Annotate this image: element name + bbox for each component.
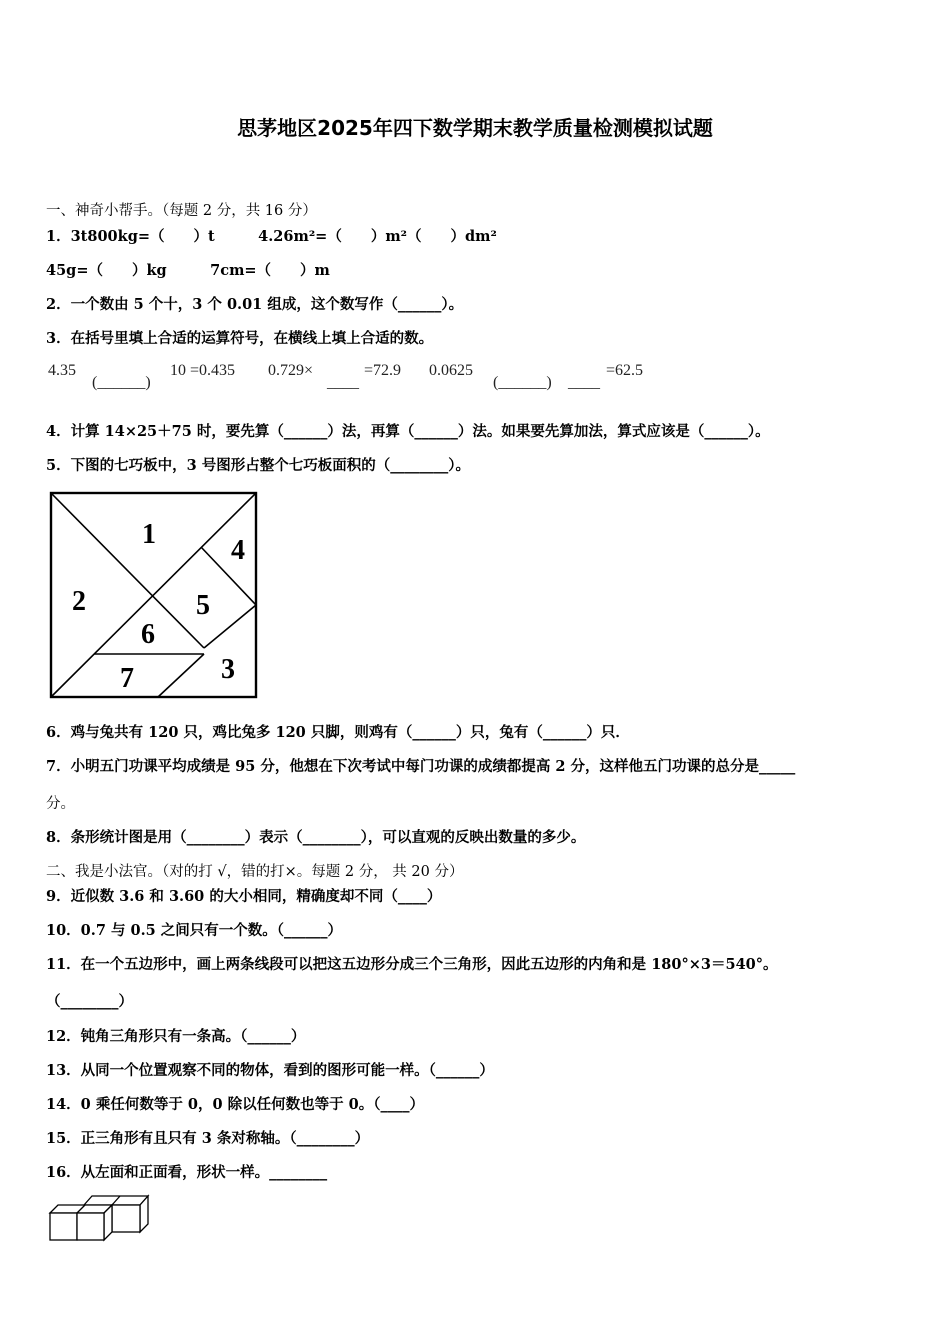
tangram-figure xyxy=(46,488,262,702)
question-16: 16．从左面和正面看，形状一样。________ xyxy=(46,1164,328,1181)
q3-expr-c: 10 =0.435 xyxy=(170,362,236,379)
question-7-line-1: 7．小明五门功课平均成绩是 95 分，他想在下次考试中每门功课的成绩都提高 2 分，这样他五门功课的总分是_____ xyxy=(46,758,796,775)
tangram-edge-5-3 xyxy=(204,605,256,648)
question-11-line-2: （________） xyxy=(46,993,133,1010)
tangram-edge-7-3 xyxy=(158,654,204,697)
q3-expr-i: ____ xyxy=(568,374,600,391)
question-5: 5．下图的七巧板中，3 号图形占整个七巧板面积的（________）。 xyxy=(46,457,470,474)
question-7-line-2: 分。 xyxy=(46,796,75,812)
question-13: 13．从同一个位置观察不同的物体，看到的图形可能一样。（______） xyxy=(46,1062,494,1079)
question-6: 6．鸡与兔共有 120 只，鸡比兔多 120 只脚，则鸡有（______）只，兔有（______）只． xyxy=(46,724,630,741)
tangram-label-4: 4 xyxy=(231,535,245,566)
question-15: 15．正三角形有且只有 3 条对称轴。（________） xyxy=(46,1130,370,1147)
question-10: 10．0.7 与 0.5 之间只有一个数。（______） xyxy=(46,922,343,939)
question-2: 2．一个数由 5 个十，3 个 0.01 组成，这个数写作（______）。 xyxy=(46,296,464,313)
q3-expr-b: (______) xyxy=(92,374,151,391)
section-1-header: 一、神奇小帮手。（每题 2 分，共 16 分） xyxy=(46,203,317,219)
tangram-label-5: 5 xyxy=(196,590,210,621)
cube-front-right xyxy=(112,1205,140,1232)
tangram-diagonal xyxy=(51,493,204,648)
q3-expr-d: 0.729× xyxy=(268,362,314,379)
cube-front-middle xyxy=(77,1213,104,1240)
q3-expr-f: =72.9 xyxy=(364,362,402,379)
cubes-figure xyxy=(46,1192,156,1244)
tangram-label-3: 3 xyxy=(221,654,235,685)
page-title: 思茅地区2025年四下数学期末教学质量检测模拟试题 xyxy=(237,116,713,140)
question-11-line-1: 11．在一个五边形中，画上两条线段可以把这五边形分成三个三角形，因此五边形的内角和是 180°×3＝540°。 xyxy=(46,956,778,973)
tangram-label-6: 6 xyxy=(141,619,155,650)
question-1-line-2: 45g=（ ）kg 7cm=（ ）m xyxy=(46,262,330,279)
q3-expr-j: =62.5 xyxy=(606,362,644,379)
section-2-header: 二、我是小法官。（对的打 √，错的打×。每题 2 分， 共 20 分） xyxy=(46,864,464,880)
q3-expr-g: 0.0625 xyxy=(429,362,473,379)
tangram-label-1: 1 xyxy=(142,519,156,550)
question-12: 12．钝角三角形只有一条高。（______） xyxy=(46,1028,306,1045)
tangram-label-2: 2 xyxy=(72,586,86,617)
q3-expr-h: (______) xyxy=(493,374,552,391)
question-1-line-1: 1．3t800kg=（ ）t 4.26m²=（ ）m²（ ）dm² xyxy=(46,228,497,245)
question-3: 3．在括号里填上合适的运算符号，在横线上填上合适的数。 xyxy=(46,330,434,347)
question-8: 8．条形统计图是用（________）表示（________），可以直观的反映出数量的多少。 xyxy=(46,829,586,846)
cube-front-left xyxy=(50,1213,77,1240)
question-9: 9．近似数 3.6 和 3.60 的大小相同，精确度却不同（____） xyxy=(46,888,442,905)
question-4: 4．计算 14×25＋75 时，要先算（______）法，再算（______）法。如果要先算加法，算式应该是（______）。 xyxy=(46,423,770,440)
q3-expr-e: ____ xyxy=(327,374,359,391)
question-14: 14．0 乘任何数等于 0，0 除以任何数也等于 0。（____） xyxy=(46,1096,424,1113)
q3-expr-a: 4.35 xyxy=(48,362,76,379)
tangram-label-7: 7 xyxy=(120,663,134,694)
